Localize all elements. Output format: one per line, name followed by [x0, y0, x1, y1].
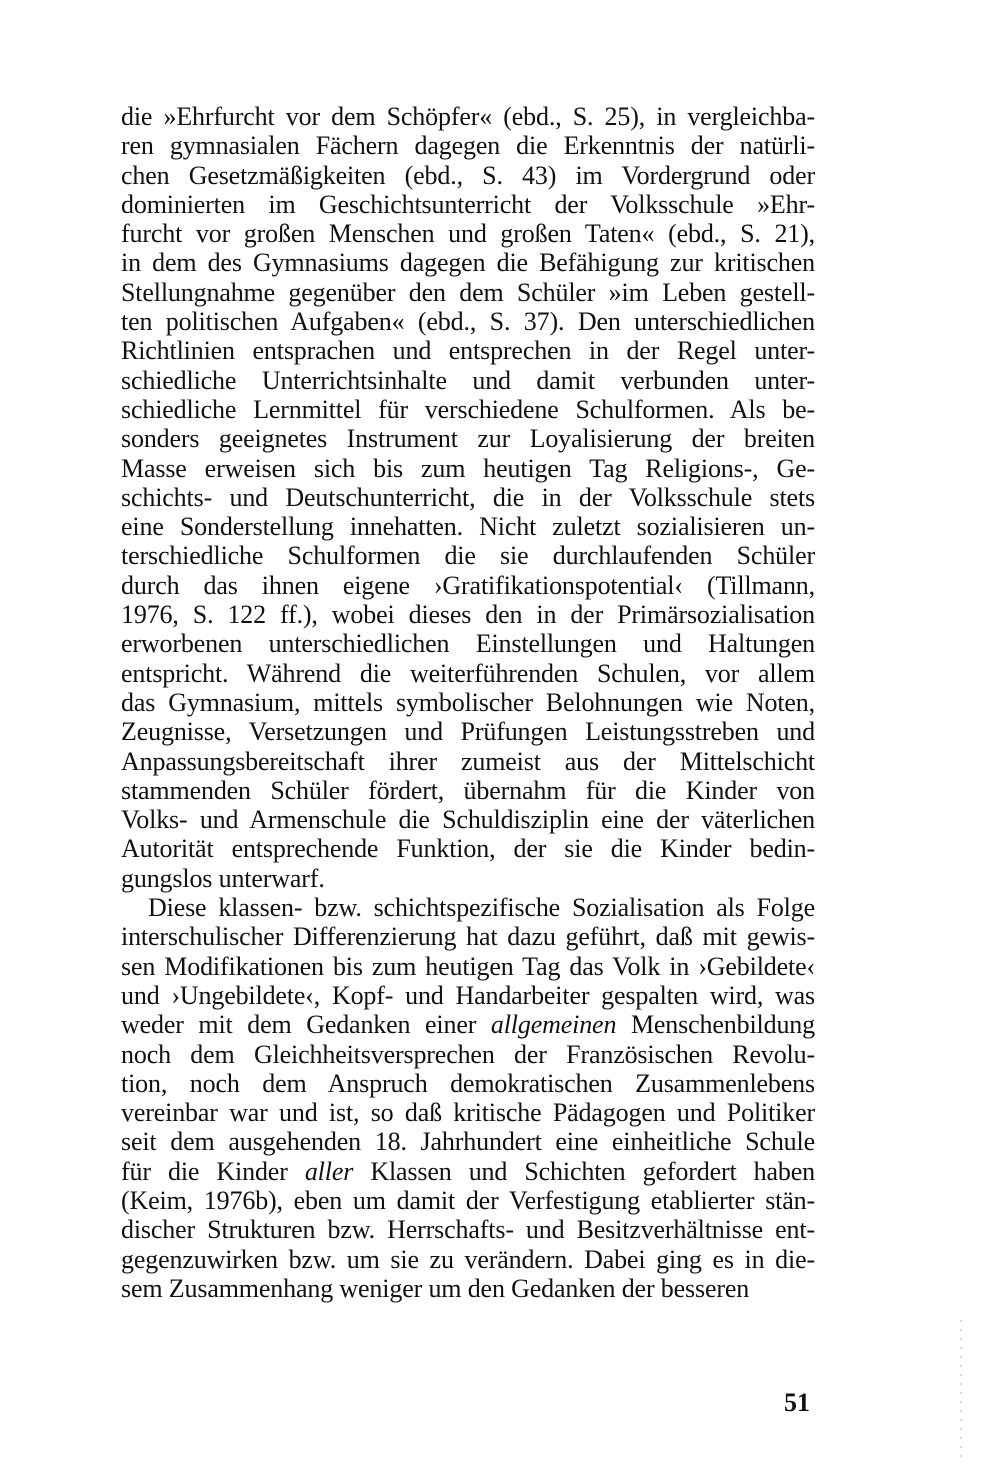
text-line: ren gymnasialen Fächern dagegen die Erkenntnis der natürli- — [121, 131, 815, 161]
text-line: Masse erweisen sich bis zum heutigen Tag Religions-, Ge- — [121, 453, 815, 483]
text-line: sonders geeignetes Instrument zur Loyalisierung der breiten — [121, 424, 815, 454]
page-number: 51 — [784, 1388, 810, 1417]
text-line: furcht vor großen Menschen und großen Taten« (ebd., S. 21), — [121, 219, 815, 249]
text-line: schiedliche Unterrichtsinhalte und damit verbunden unter- — [121, 365, 815, 395]
text-line: tion, noch dem Anspruch demokratischen Zusammenlebens — [121, 1068, 815, 1098]
text-line: das Gymnasium, mittels symbolischer Belohnungen wie Noten, — [121, 687, 815, 717]
text-line: erworbenen unterschiedlichen Einstellungen und Haltungen — [121, 629, 815, 659]
text-line: interschulischer Differenzierung hat dazu geführt, daß mit gewis- — [121, 922, 815, 952]
text-line: terschiedliche Schulformen die sie durchlaufenden Schüler — [121, 541, 815, 571]
text-line: sem Zusammenhang weniger um den Gedanken der besseren — [121, 1273, 750, 1303]
paragraph-1 — [121, 102, 815, 893]
text-line: und ›Ungebildete‹, Kopf- und Handarbeiter gespalten wird, was — [121, 980, 815, 1010]
emphasis: aller — [304, 1156, 354, 1186]
text-line: eine Sonderstellung innehatten. Nicht zuletzt sozialisieren un- — [121, 512, 815, 542]
text-line: stammenden Schüler fördert, übernahm für die Kinder von — [121, 775, 815, 805]
text-line: schichts- und Deutschunterricht, die in der Volksschule stets — [121, 482, 815, 512]
body-text — [121, 102, 815, 1303]
text-line: Stellungnahme gegenüber den dem Schüler »im Leben gestell- — [121, 277, 815, 307]
text-line: weder mit dem Gedanken einer allgemeinen Menschenbildung — [121, 1010, 815, 1040]
text-line: chen Gesetzmäßigkeiten (ebd., S. 43) im Vordergrund oder — [121, 160, 815, 190]
text-line: durch das ihnen eigene ›Gratifikationspotential‹ (Tillmann, — [121, 570, 815, 600]
text-line: noch dem Gleichheitsversprechen der Französischen Revolu- — [121, 1039, 815, 1069]
text-line: Richtlinien entsprachen und entsprechen in der Regel unter- — [121, 336, 815, 366]
text-line: gungslos unterwarf. — [121, 863, 325, 893]
paragraph-2 — [121, 893, 815, 1303]
text-line: Volks- und Armenschule die Schuldisziplin eine der väterlichen — [121, 805, 815, 835]
text-line: dominierten im Geschichtsunterricht der Volksschule »Ehr- — [121, 189, 815, 219]
text-line: Diese klassen- bzw. schichtspezifische Sozialisation als Folge — [148, 893, 815, 923]
text-line: Zeugnisse, Versetzungen und Prüfungen Leistungsstreben und — [121, 717, 815, 747]
text-line: 1976, S. 122 ff.), wobei dieses den in der Primärsozialisation — [121, 600, 815, 630]
text-line: seit dem ausgehenden 18. Jahrhundert eine einheitliche Schule — [121, 1127, 815, 1157]
emphasis: allgemeinen — [490, 1010, 617, 1040]
text-line: in dem des Gymnasiums dagegen die Befähigung zur kritischen — [121, 248, 815, 278]
text-line: discher Strukturen bzw. Herrschafts- und Besitzverhältnisse ent- — [121, 1215, 815, 1245]
text-line: sen Modifikationen bis zum heutigen Tag das Volk in ›Gebildete‹ — [121, 951, 815, 981]
text-line: Autorität entsprechende Funktion, der sie die Kinder bedin- — [121, 834, 815, 864]
text-line: (Keim, 1976b), eben um damit der Verfestigung etablierter stän- — [121, 1185, 815, 1215]
text-line: Anpassungsbereitschaft ihrer zumeist aus der Mittelschicht — [121, 746, 815, 776]
text-line: für die Kinder aller Klassen und Schichten gefordert haben — [121, 1156, 816, 1186]
text-line: gegenzuwirken bzw. um sie zu verändern. Dabei ging es in die- — [121, 1244, 815, 1274]
scan-edge-artifact — [960, 1320, 962, 1460]
text-line: vereinbar war und ist, so daß kritische Pädagogen und Politiker — [121, 1098, 815, 1128]
text-line: die »Ehrfurcht vor dem Schöpfer« (ebd., S. 25), in vergleichba- — [121, 102, 815, 131]
text-line: schiedliche Lernmittel für verschiedene Schulformen. Als be- — [121, 394, 815, 424]
text-line: entspricht. Während die weiterführenden Schulen, vor allem — [121, 658, 815, 688]
text-line: ten politischen Aufgaben« (ebd., S. 37). Den unterschiedlichen — [121, 307, 815, 337]
